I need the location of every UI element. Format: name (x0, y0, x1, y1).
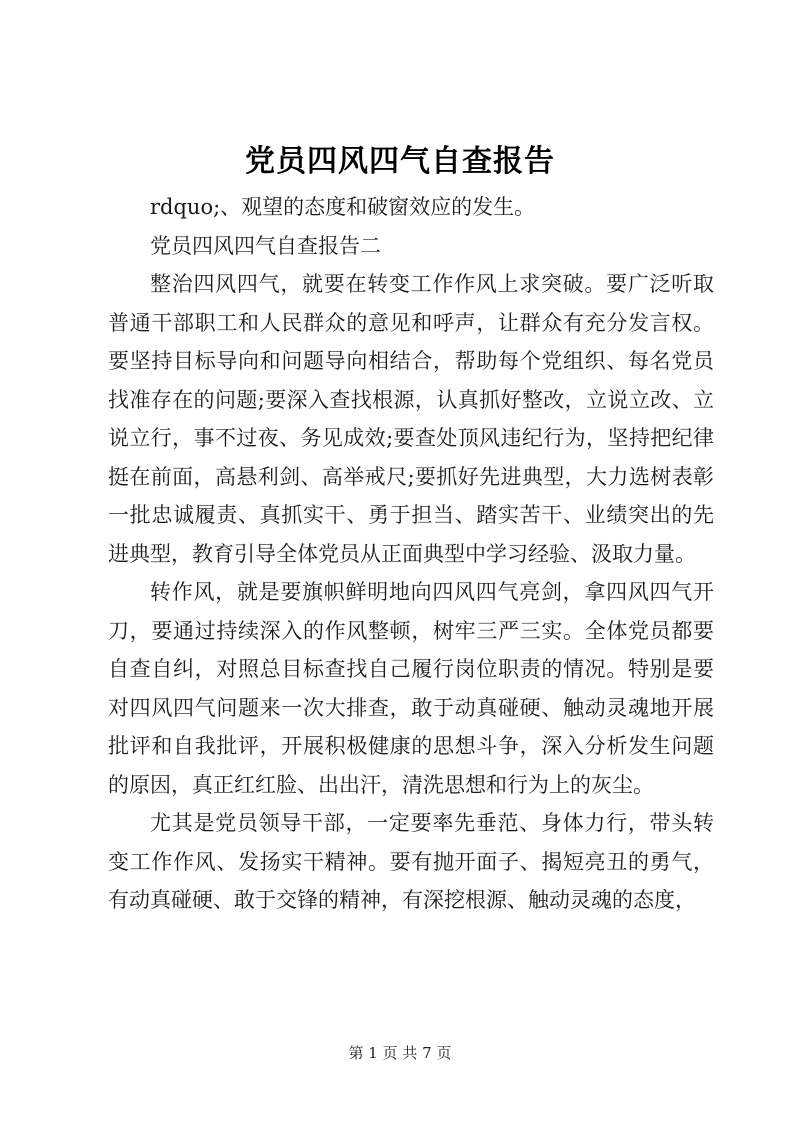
paragraph: 转作风，就是要旗帜鲜明地向四风四气亮剑，拿四风四气开刀，要通过持续深入的作风整顿，树牢三严三实。全体党员都要自查自纠，对照总目标查找自己履行岗位职责的情况。特别是要对四风四气问题来一次大排查，敢于动真碰硬、触动灵魂地开展批评和自我批评，开展积极健康的思想斗争，深入分析发生问题的原因，真正红红脸、出出汗，清洗思想和行为上的灰尘。 (108, 580, 714, 797)
document-body (108, 188, 714, 920)
page-number-footer: 第 1 页 共 7 页 (348, 1044, 452, 1062)
paragraph: 整治四风四气，就要在转变工作作风上求突破。要广泛听取普通干部职工和人民群众的意见和呼声，让群众有充分发言权。要坚持目标导向和问题导向相结合，帮助每个党组织、每名党员找准存在的问题;要深入查找根源，认真抓好整改，立说立改、立说立行，事不过夜、务见成效;要查处顶风违纪行为，坚持把纪律挺在前面，高悬利剑、高举戒尺;要抓好先进典型，大力选树表彰一批忠诚履责、真抓实干、勇于担当、踏实苦干、业绩突出的先进典型，教育引导全体党员从正面典型中学习经验、汲取力量。 (108, 272, 714, 566)
paragraph-continuation: rdquo;、观望的态度和破窗效应的发生。 (150, 195, 536, 219)
paragraph: 尤其是党员领导干部，一定要率先垂范、身体力行，带头转变工作作风、发扬实干精神。要有抛开面子、揭短亮丑的勇气，有动真碰硬、敢于交锋的精神，有深挖根源、触动灵魂的态度， (108, 811, 714, 912)
document-title: 党员四风四气自查报告 (245, 144, 555, 179)
section-heading: 党员四风四气自查报告二 (150, 233, 381, 258)
